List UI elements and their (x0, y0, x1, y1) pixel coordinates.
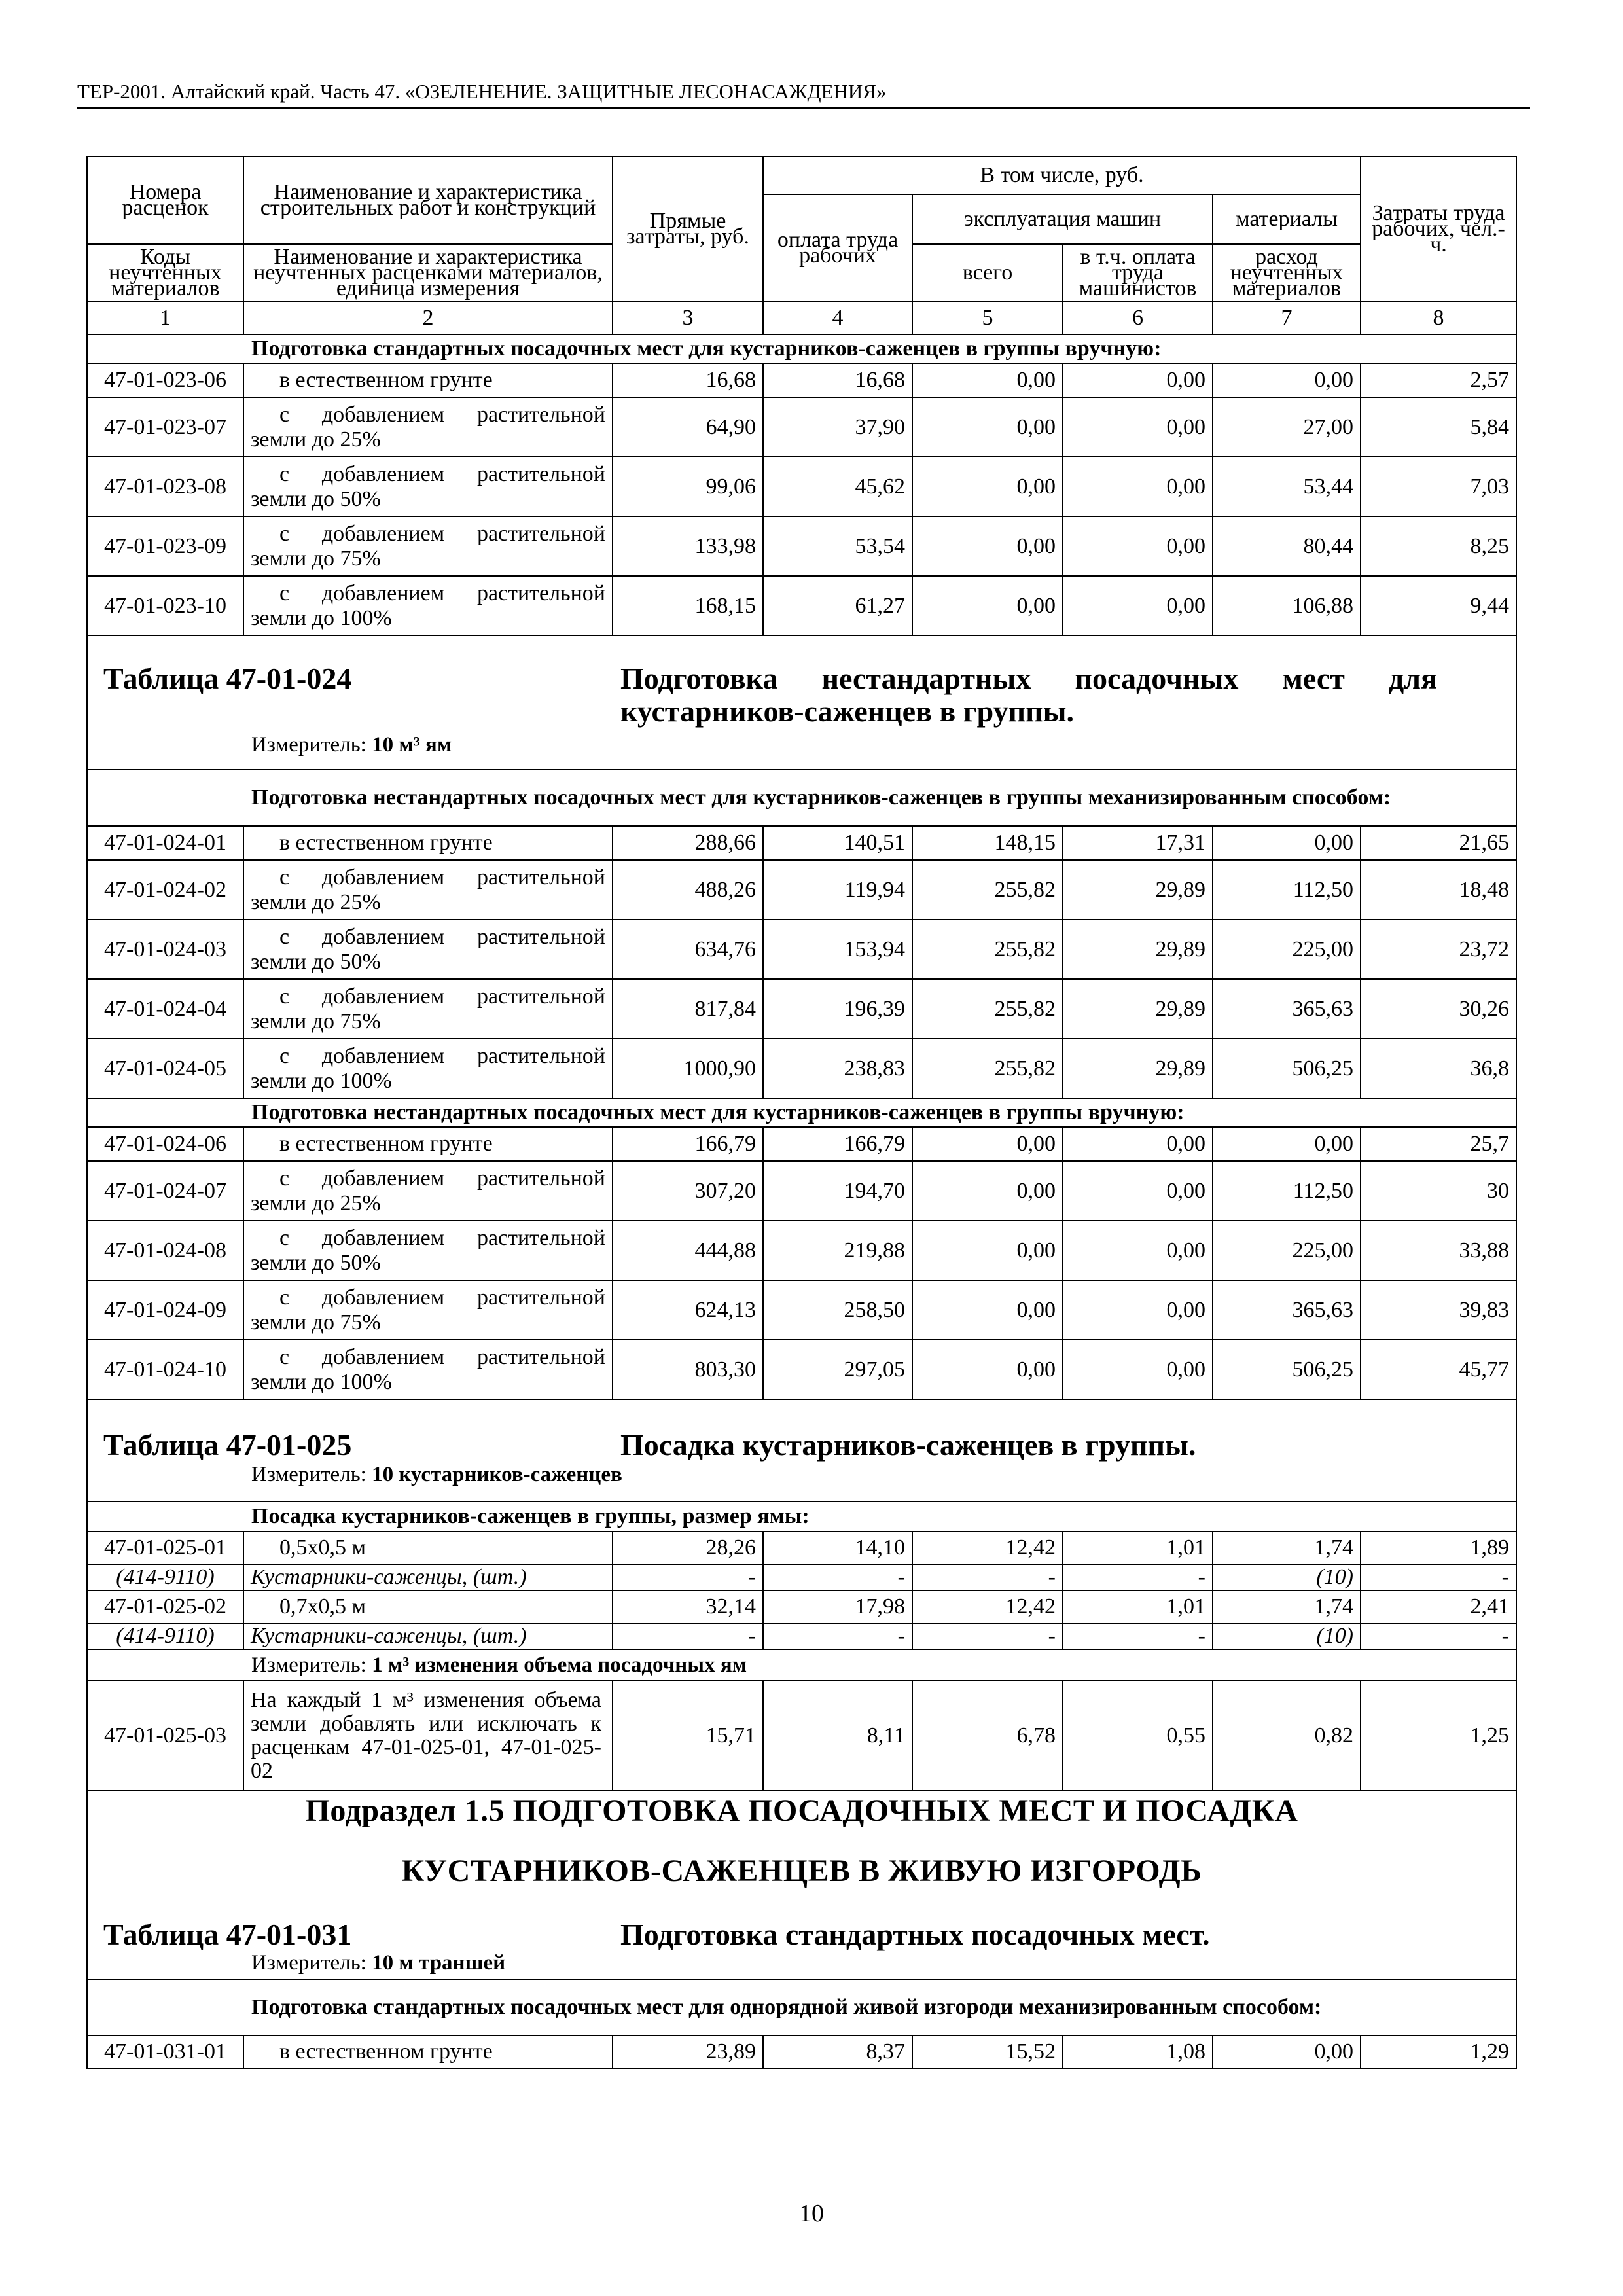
subsection-title: Подготовка стандартных посадочных мест для кустарников-саженцев в группы вручную: (87, 334, 1516, 363)
col-machines-total: всего (912, 244, 1063, 302)
table-row: 47-01-024-05 с добавлением растительной земли до 100% 1000,90 238,83 255,82 29,89 506,25 36,8 (87, 1039, 1516, 1098)
material-row: (414-9110) Кустарники-саженцы, (шт.) - - - - (10) - (87, 1564, 1516, 1590)
table-row: 47-01-024-03 с добавлением растительной земли до 50% 634,76 153,94 255,82 29,89 225,00 23,72 (87, 920, 1516, 979)
column-index-row: 1 2 3 4 5 6 7 8 (87, 302, 1516, 334)
table-row: 47-01-023-06 в естественном грунте 16,68 16,68 0,00 0,00 0,00 2,57 (87, 363, 1516, 397)
table-row: 47-01-024-08 с добавлением растительной земли до 50% 444,88 219,88 0,00 0,00 225,00 33,88 (87, 1221, 1516, 1280)
table-row: 47-01-024-10 с добавлением растительной земли до 100% 803,30 297,05 0,00 0,00 506,25 45,77 (87, 1340, 1516, 1399)
table-row: 47-01-023-09 с добавлением растительной земли до 75% 133,98 53,54 0,00 0,00 80,44 8,25 (87, 516, 1516, 576)
table-row: 47-01-024-02 с добавлением растительной земли до 25% 488,26 119,94 255,82 29,89 112,50 18,48 (87, 860, 1516, 920)
table-row: 47-01-025-01 0,5x0,5 м 28,26 14,10 12,42 1,01 1,74 1,89 (87, 1532, 1516, 1564)
col-labor: Затраты труда рабочих, чел.-ч. (1361, 156, 1516, 302)
col-worker-pay: оплата труда рабочих (763, 194, 912, 302)
measure-unit: Измеритель: 10 м траншей (251, 1951, 506, 1975)
col-machines: эксплуатация машин (912, 194, 1213, 244)
page-number: 10 (799, 2200, 824, 2227)
col-machinist-pay: в т.ч. оплата труда машинистов (1063, 244, 1213, 302)
col-rate-numbers: Номера расценок (87, 156, 243, 244)
col-direct-costs: Прямые затраты, руб. (613, 156, 763, 302)
table-025-heading (87, 1399, 1516, 1501)
table-number: Таблица 47-01-025 (103, 1428, 352, 1462)
subsection-title: Подготовка нестандартных посадочных мест для кустарников-саженцев в группы механизированным способом: (87, 770, 1516, 826)
table-title: Подготовка нестандартных посадочных мест для кустарников-саженцев в группы. (620, 662, 1437, 728)
subsection-title: Подготовка нестандартных посадочных мест для кустарников-саженцев в группы вручную: (87, 1098, 1516, 1127)
subsection-title: Посадка кустарников-саженцев в группы, размер ямы: (87, 1501, 1516, 1532)
subsection-title: Подготовка стандартных посадочных мест для однорядной живой изгороди механизированным способом: (87, 1979, 1516, 2036)
rates-table (86, 156, 1517, 2069)
measure-unit: Измеритель: 10 м³ ям (251, 733, 452, 757)
table-row: 47-01-024-04 с добавлением растительной земли до 75% 817,84 196,39 255,82 29,89 365,63 30,26 (87, 979, 1516, 1039)
table-row: 47-01-024-09 с добавлением растительной земли до 75% 624,13 258,50 0,00 0,00 365,63 39,83 (87, 1280, 1516, 1340)
table-number: Таблица 47-01-031 (103, 1918, 352, 1951)
table-row: 47-01-031-01 в естественном грунте 23,89 8,37 15,52 1,08 0,00 1,29 (87, 2036, 1516, 2068)
table-row: 47-01-023-07 с добавлением растительной земли до 25% 64,90 37,90 0,00 0,00 27,00 5,84 (87, 397, 1516, 457)
col-material-codes: Коды неучтенных материалов (87, 244, 243, 302)
col-unaccounted: расход неучтенных материалов (1213, 244, 1361, 302)
table-row: 47-01-024-01 в естественном грунте 288,66 140,51 148,15 17,31 0,00 21,65 (87, 826, 1516, 860)
subsection-title-line1: Подраздел 1.5 ПОДГОТОВКА ПОСАДОЧНЫХ МЕСТ И ПОСАДКА (305, 1793, 1298, 1828)
subsection-title-line2: КУСТАРНИКОВ-САЖЕНЦЕВ В ЖИВУЮ ИЗГОРОДЬ (401, 1854, 1202, 1888)
running-header: ТЕР-2001. Алтайский край. Часть 47. «ОЗЕЛЕНЕНИЕ. ЗАЩИТНЫЕ ЛЕСОНАСАЖДЕНИЯ» (77, 76, 1530, 109)
col-including: В том числе, руб. (763, 156, 1361, 194)
material-row: (414-9110) Кустарники-саженцы, (шт.) - - - - (10) - (87, 1623, 1516, 1649)
table-title: Подготовка стандартных посадочных мест. (620, 1918, 1210, 1951)
col-materials: материалы (1213, 194, 1361, 244)
col-work-name: Наименование и характеристика строительных работ и конструкций (243, 156, 613, 244)
table-row: 47-01-025-02 0,7x0,5 м 32,14 17,98 12,42 1,01 1,74 2,41 (87, 1590, 1516, 1623)
table-row: 47-01-023-10 с добавлением растительной земли до 100% 168,15 61,27 0,00 0,00 106,88 9,44 (87, 576, 1516, 636)
table-row: 47-01-025-03 На каждый 1 м³ изменения объема земли добавлять или исключать к расценкам 47-01-025-01, 47-01-025-02 15,71 8,11 6,78 0,55 0,82 1,25 (87, 1681, 1516, 1791)
table-number: Таблица 47-01-024 (103, 662, 352, 695)
table-row: 47-01-023-08 с добавлением растительной земли до 50% 99,06 45,62 0,00 0,00 53,44 7,03 (87, 457, 1516, 516)
measure-unit: Измеритель: 10 кустарников-саженцев (251, 1463, 622, 1486)
table-title: Посадка кустарников-саженцев в группы. (620, 1428, 1196, 1462)
table-row: 47-01-024-07 с добавлением растительной земли до 25% 307,20 194,70 0,00 0,00 112,50 30 (87, 1161, 1516, 1221)
subsection-1-5 (87, 1791, 1516, 1979)
table-024-heading (87, 636, 1516, 770)
measure-unit: Измеритель: 1 м³ изменения объема посадочных ям (87, 1649, 1516, 1681)
col-material-names: Наименование и характеристика неучтенных расценками материалов, единица измерения (243, 244, 613, 302)
table-row: 47-01-024-06 в естественном грунте 166,79 166,79 0,00 0,00 0,00 25,7 (87, 1127, 1516, 1161)
